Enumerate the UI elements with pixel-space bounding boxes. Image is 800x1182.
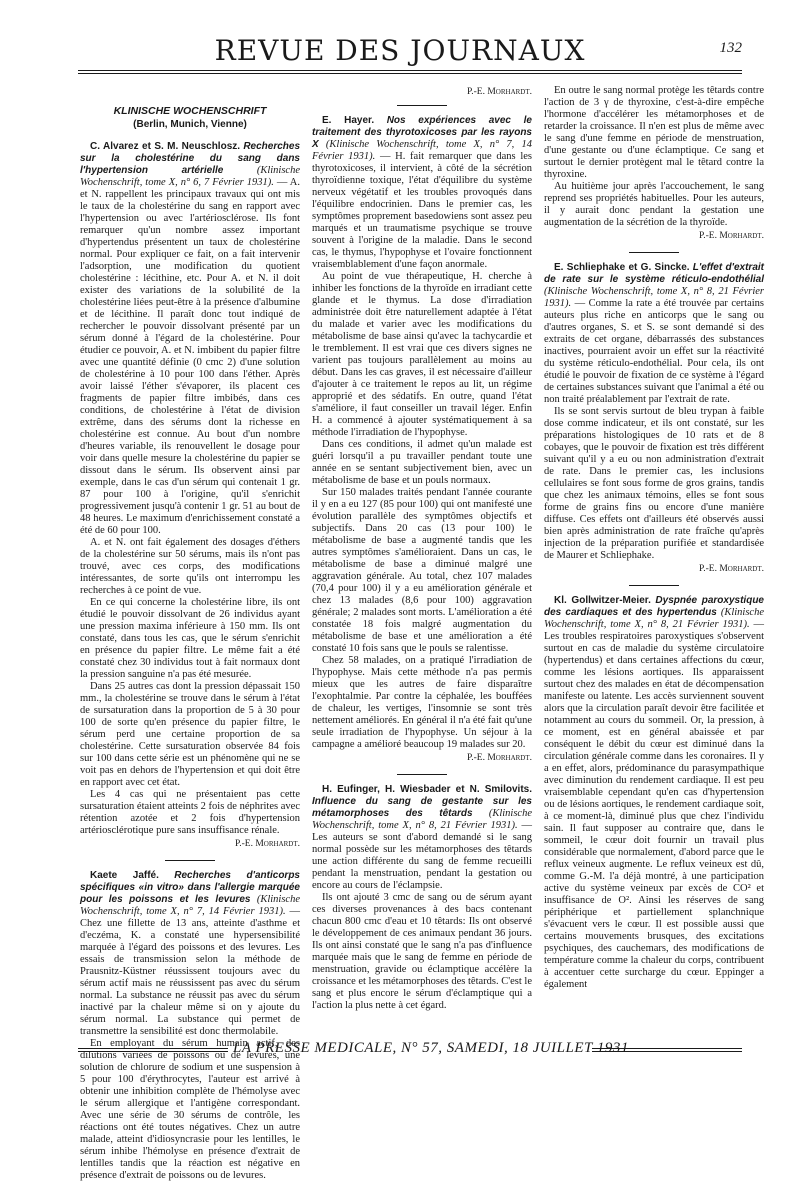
- section-title: KLINISCHE WOCHENSCHRIFT: [113, 105, 267, 117]
- article-title: L'effet d'extrait de rate sur le système réticulo-endothélial: [544, 262, 764, 285]
- article-jaffe: [80, 870, 300, 1182]
- article-eufinger-cont: [544, 85, 764, 242]
- article-authors: C. Alvarez et S. M. Neuschlosz.: [90, 141, 241, 152]
- article-lead: — A. et N. rappellent les principaux travaux qui ont mis le taux de la cholestérine du sang en rapport avec l'hypertension ou avec l'artériosclérose. Ils font remarquer qu'un nombre assez important d'hypertendus présentent un taux de cholestérine normal. Pour expliquer ce fait, on a fait intervenir l'adsorption, une modification du quotient cholestérine : lécithine, etc. Pour A. et N. il doit exister des variations de la solubilité de la cholestérine liées peut-être à la présence d'albumine et de lécithine. Il paraît donc tout indiqué de rechercher le pouvoir dissolvant présenté par un sérum donné à l'égard de la cholestérine. Pour étudier ce pouvoir, A. et N. imbibent du papier filtre avec une quantité définie (0 cmc 2) d'une solution de cholestérine à 10 pour 100 dans l'éther. Après avoir laissé l'éther s'évaporer, ils placent ces fragments de papier filtre imbibés, dans ces conditions, de cholestérine à l'état de division extrême, dans des sérums dont la richesse en cholestérine est connue. Au bout d'un nombre d'heures variable, ils renouvellent le dosage pour voir dans quelle mesure la cholestérine du papier se dissout dans le sérum. Ils observent ainsi par exemple, dans le cas d'un sérum qui contenait 1 gr. 87 pour 100 à l'origine, qu'il s'enrichit progressivement jusqu'à contenir 1 gr. 51 au bout de 48 heures. Le maximum d'enrichissement constaté a été de 60 pour 100.: [80, 177, 300, 536]
- article-citation: (Klinische Wochenschrift, tome X, n° 8, 21 Février 1931).: [544, 607, 765, 630]
- article-schliephake: [544, 262, 764, 575]
- article-eufinger: [312, 784, 532, 1012]
- article-title: Dyspnée paroxystique des cardiaques et des hypertendus: [544, 595, 764, 618]
- article-lead: — Chez une fillette de 13 ans, atteinte d'asthme et d'eczéma, K. a constaté une hypersensibilité marquée à l'égard des poissons et des levures. Les essais de transmission selon la méthode de Prausnitz-Küstner réussissent toujours avec du sérum actif mais ne réussissent pas avec du sérum normal. La substance ne réussit pas avec du sérum inactivé par la chaleur même si on y ajoute du sérum normal. La substance qui permet de transmettre la sensibilité est donc thermolabile.: [80, 906, 300, 1037]
- article-paragraph: Les 4 cas qui ne présentaient pas cette sursaturation étaient atteints 2 fois de néphrites avec rétention azotée et 2 fois d'hypertension artériosclérotique pure sans insuffisance rénale.: [80, 789, 300, 836]
- divider: [629, 252, 679, 253]
- article-paragraph: Sur 150 malades traités pendant l'année courante il y en a eu 127 (85 pour 100) qui ont manifesté une évolution parallèle des symptômes objectifs et subjectifs. Dans 20 cas (13 pour 100) le métabolisme de base a augmenté tandis que les autres symptômes s'amélioraient. Dans un cas, le métabolisme de base a diminué malgré une aggravation générale. Au total, chez 107 malades (70,4 pour 100) il y a eu amélioration générale et chez 13 malades (8,6 pour 100) aggravation générale; 2 malades sont morts. L'amélioration a été constatée 18 fois malgré augmentation du métabolisme de base et une amélioration a été constaté 10 fois sans que le pouls se ralentisse.: [312, 487, 532, 654]
- article-authors: H. Eufinger, H. Wiesbader et N. Smilovits.: [322, 784, 532, 795]
- footer-rule: [592, 1051, 742, 1052]
- section-subtitle: (Berlin, Munich, Vienne): [133, 119, 247, 130]
- article-lead: — Les auteurs se sont d'abord demandé si le sang normal possède sur les métamorphoses des têtards une action différente du sang de femme recueilli pendant la menstruation, pendant la gestation ou encore au cours de l'éclampsie.: [312, 820, 532, 891]
- article-paragraph: Ils se sont servis surtout de bleu trypan à faible dose comme indicateur, et ils ont constaté, sur les préparations histologiques de 10 rats et de 8 cobayes, que le pouvoir de fixation est très différent suivant qu'il y a eu ou non administration d'extrait de rate. Dans le premier cas, les inclusions cellulaires se font sous forme de gros grains, tandis que chez les animaux témoins, elles se font sous forme de grains fins ou encore d'une manière diffuse. Ces effets ont d'ailleurs été observés aussi bien après administration de rate fraîche qu'après injection de la préparation purifiée et standardisée de Maurer et Schliephake.: [544, 406, 764, 561]
- article-title: Nos expériences avec le traitement des thyrotoxicoses par les rayons X: [312, 115, 532, 150]
- article-alvarez: [80, 141, 300, 850]
- article-paragraph: Ils ont ajouté 3 cmc de sang ou de sérum ayant ces diverses provenances à des bacs contenant chacun 800 cmc d'eau et 10 têtards: Ils ont observé le développement de ces animaux pendant 36 jours. Ils ont ainsi constaté que le sang n'a pas d'influence marquée mais que le sang de femme en période de menstruation, gravide ou éclamptique accélère la croissance et les métamorphoses des têtards. C'est le sang et plus encore le sérum d'éclamptique qui a l'action la plus nette à cet égard.: [312, 892, 532, 1011]
- article-title: Recherches d'anticorps spécifiques «in vitro» dans l'allergie marquée pour les poissons et les levures: [80, 870, 300, 905]
- divider: [629, 585, 679, 586]
- column-1: [80, 85, 301, 1181]
- article-title: Influence du sang de gestante sur les métamorphoses des têtards: [312, 796, 532, 819]
- article-signature: P.-E. Morhardt.: [699, 231, 764, 241]
- article-citation: (Klinische Wochenschrift, tome X, n° 8, 21 Février 1931).: [544, 286, 764, 309]
- divider: [397, 105, 447, 106]
- article-heading: [544, 595, 764, 991]
- article-authors: Kl. Gollwitzer-Meier.: [554, 595, 651, 606]
- article-citation: (Klinische Wochenschrift, tome X, n° 6, 7 Février 1931).: [80, 165, 300, 188]
- article-heading: [312, 784, 532, 892]
- article-paragraph: Dans ces conditions, il admet qu'un malade est guéri lorsqu'il a pu travailler pendant toute une année en se sentant subjectivement bien, avec un métabolisme de base et un pouls normaux.: [312, 439, 532, 486]
- header-rule: [78, 73, 742, 74]
- article-authors: Kaete Jaffé.: [90, 870, 159, 881]
- footer-rule: [78, 1051, 228, 1052]
- article-lead: — H. fait remarquer que dans les thyrotoxicoses, il intervient, à côté de la sécrétion thyroïdienne toxique, l'état d'équilibre du système nerveux végétatif et les troubles provoqués dans l'équilibre endocrinien. Dans le premier cas, les symptômes proprement basedowiens sont assez peu marqués et un traumatisme psychique se trouve souvent à l'origine de la maladie. Dans le second cas, le thymus, l'hypophyse et l'ovaire fonctionnent vraisemblablement d'une façon anormale.: [312, 151, 532, 270]
- article-paragraph: Au huitième jour après l'accouchement, le sang reprend ses propriétés habituelles. Pour les auteurs, il y aurait donc pendant la gestation une augmentation de la sécrétion de la thyroïde.: [544, 181, 764, 228]
- article-signature: P.-E. Morhardt.: [467, 753, 532, 763]
- divider: [165, 860, 215, 861]
- article-heading: [80, 141, 300, 537]
- article-authors: E. Hayer.: [322, 115, 375, 126]
- column-2: [312, 85, 532, 1035]
- article-paragraph: En outre le sang normal protège les têtards contre l'action de 3 γ de thyroxine, c'est-à-dire empêche l'hormone d'accélérer les métamorphoses et de retarder la croissance. Il n'en est plus de même avec le sang d'une femme en période de menstruation, d'une gestante ou d'une éclamptique. Ce sang et surtout le dernier protègent mal le têtard contre la thyroxine.: [544, 85, 764, 180]
- article-lead: — Les troubles respiratoires paroxystiques s'observent surtout en cas de maladie du système circulatoire (hypertendus) et dans certaines affections du cœur, comme les lésions aortiques. Ils apparaissent surtout chez des malades en état de décompensation manifeste ou latente. Les accès surviennent souvent alors que la circulation paraît devoir être facilitée et notamment au cours du sommeil. Or, la pression, à ce moment, est en général abaissée et par conséquent le débit du cœur est diminué dans la circulation générale comme dans les coronaires. Il y a en effet, alors, prédominance du parasympathique avec diminution du rendement cardiaque. Il est peu vraisemblable cependant qu'en cas d'hypertension ou de lésions aortiques, le rendement cardiaque soit, à ce moment-là, diminué plus que chez l'individu sain. Il faut supposer au contraire que, dans le sommeil, le cœur doit fournir un travail plus considérable que normalement, d'abord parce que le reflux veineux augmente. Le reflux veineux est dû, comme G.-M. l'a déjà montré, à une participation active du système veineux par excès de CO² et insuffisance de O². Ainsi les réserves de sang périphérique et partiellement splanchnique s'évacuent vers le cœur. Il est possible aussi que certains mouvements brusques, des excitations psychiques, des cauchemars, des modifications de température comme la chaleur du corps, contribuent à accentuer cette surcharge du cœur. Eppinger a également: [544, 619, 764, 990]
- article-citation: (Klinische Wochenschrift, tome X, n° 7, 14 Février 1931).: [80, 894, 300, 917]
- article-paragraph: Chez 58 malades, on a pratiqué l'irradiation de l'hypophyse. Mais cette méthode n'a pas permis mieux que les autres de faire disparaître l'exophtalmie. Par contre la céphalée, les bouffées de chaleur, les vertiges, l'insomnie se sont très nettement améliorés. En général il n'a été fait qu'une seule irradiation de l'hypophyse. Un séjour à la campagne a amélioré beaucoup 19 malades sur 20.: [312, 655, 532, 750]
- page-number: 132: [719, 40, 742, 56]
- article-signature: P.-E. Morhardt.: [235, 839, 300, 849]
- article-lead: — Comme la rate a été trouvée par certains auteurs plus riche en anticorps que le sang ou d'autres organes, S. et S. se sont demandé si des extraits de cet organe, débarrassés des substances inactives, pourraient avoir un effet sur la réactivité du système réticulo-endothélial. Pour cela, ils ont étudié le pouvoir de fixation de ce système à l'égard de certaines substances suivant que l'animal a été ou non traité préalablement par l'extrait de rate.: [544, 298, 765, 405]
- column-3: [544, 85, 764, 1035]
- footer-rule: [78, 1048, 228, 1049]
- page-footer: [78, 1040, 742, 1060]
- article-citation: (Klinische Wochenschrift, tome X, n° 8, 21 Février 1931).: [312, 808, 532, 831]
- article-paragraph: En employant du sérum humain actif, des dilutions variées de poissons ou de levures, une solution de chlorure de sodium et une suspension à 5 pour 100 d'érythrocytes, l'auteur est arrivé à obtenir une inhibition complète de l'hémolyse avec le sérum allergique et l'antigène correspondant. Avec une série de 30 sérums de contrôle, les réactions ont été toutes négatives. Chez un autre malade, atteint d'idiosyncrasie pour les lentilles, le sérum inhibe l'hémolyse en présence d'extrait de lentilles tandis que la réaction est négative en présence d'extrait de poissons ou de levures.: [80, 1038, 300, 1181]
- page-title: REVUE DES JOURNAUX: [214, 34, 586, 67]
- article-paragraph: A. et N. ont fait également des dosages d'éthers de la cholestérine sur 50 sérums, mais ils n'ont pas trouvé, avec ces corps, des modifications intéressantes, de sorte qu'ils ont interrompu les recherches à ce point de vue.: [80, 537, 300, 596]
- article-paragraph: En ce qui concerne la cholestérine libre, ils ont étudié le pouvoir dissolvant de 26 individus ayant une pression maxima inférieure à 150 mm. Ils ont constaté, dans tous les cas, que le sérum s'enrichit en présence du papier filtre. Le même fait a été constaté chez 30 individus tout à fait normaux dont la pression sanguine n'a pas été mesurée.: [80, 597, 300, 680]
- article-title: Recherches sur la cholestérine du sang dans l'hypertension artérielle: [80, 141, 301, 176]
- article-hayer: [312, 115, 532, 764]
- article-paragraph: Au point de vue thérapeutique, H. cherche à inhiber les fonctions de la thyroïde en irradiant cette glande et le thymus. La dose d'irradiation administrée doit être naturellement adaptée à l'état du malade et varier avec les modifications du métabolisme de base ainsi qu'avec la tachycardie et le tremblement. Il est vrai que ces divers signes ne varient pas toujours parallèlement au moins au début. Dans les cas graves, il est nécessaire d'ailleur d'ajouter à ce traitement le repos au lit, un régime approprié et des sédatifs. En outre, quand l'état s'améliore, il faut conseiller un travail léger. Enfin H. a commencé à ajouter systématiquement à sa méthode l'irradiation de l'hypophyse.: [312, 271, 532, 438]
- divider: [397, 774, 447, 775]
- article-signature: P.-E. Morhardt.: [699, 564, 764, 574]
- article-authors: E. Schliephake et G. Sincke.: [554, 262, 690, 273]
- article-heading: [312, 115, 532, 271]
- article-paragraph: Dans 25 autres cas dont la pression dépassait 150 mm., la cholestérine se trouve dans le sérum à l'état de sursaturation dans la proportion de 5 à 30 pour 100 de sorte qu'en présence du papier filtre, le sérum perd une certaine proportion de sa cholestérine. Cette sursaturation observée 84 fois sur 100 dans cette série est un phénomène qui ne se voit pas en dehors de l'hypertension et qui doit être en rapport avec cet état.: [80, 681, 300, 788]
- article-signature: P.-E. Morhardt.: [467, 87, 532, 97]
- footer-text: LA PRESSE MEDICALE, N° 57, SAMEDI, 18 JUILLET 1931: [233, 1040, 629, 1056]
- article-citation: (Klinische Wochenschrift, tome X, n° 7, 14 Février 1931).: [312, 139, 533, 162]
- article-heading: [544, 262, 764, 406]
- article-heading: [80, 870, 300, 1038]
- header-rule: [78, 70, 742, 71]
- footer-rule: [592, 1048, 742, 1049]
- article-gollwitzer: [544, 595, 764, 991]
